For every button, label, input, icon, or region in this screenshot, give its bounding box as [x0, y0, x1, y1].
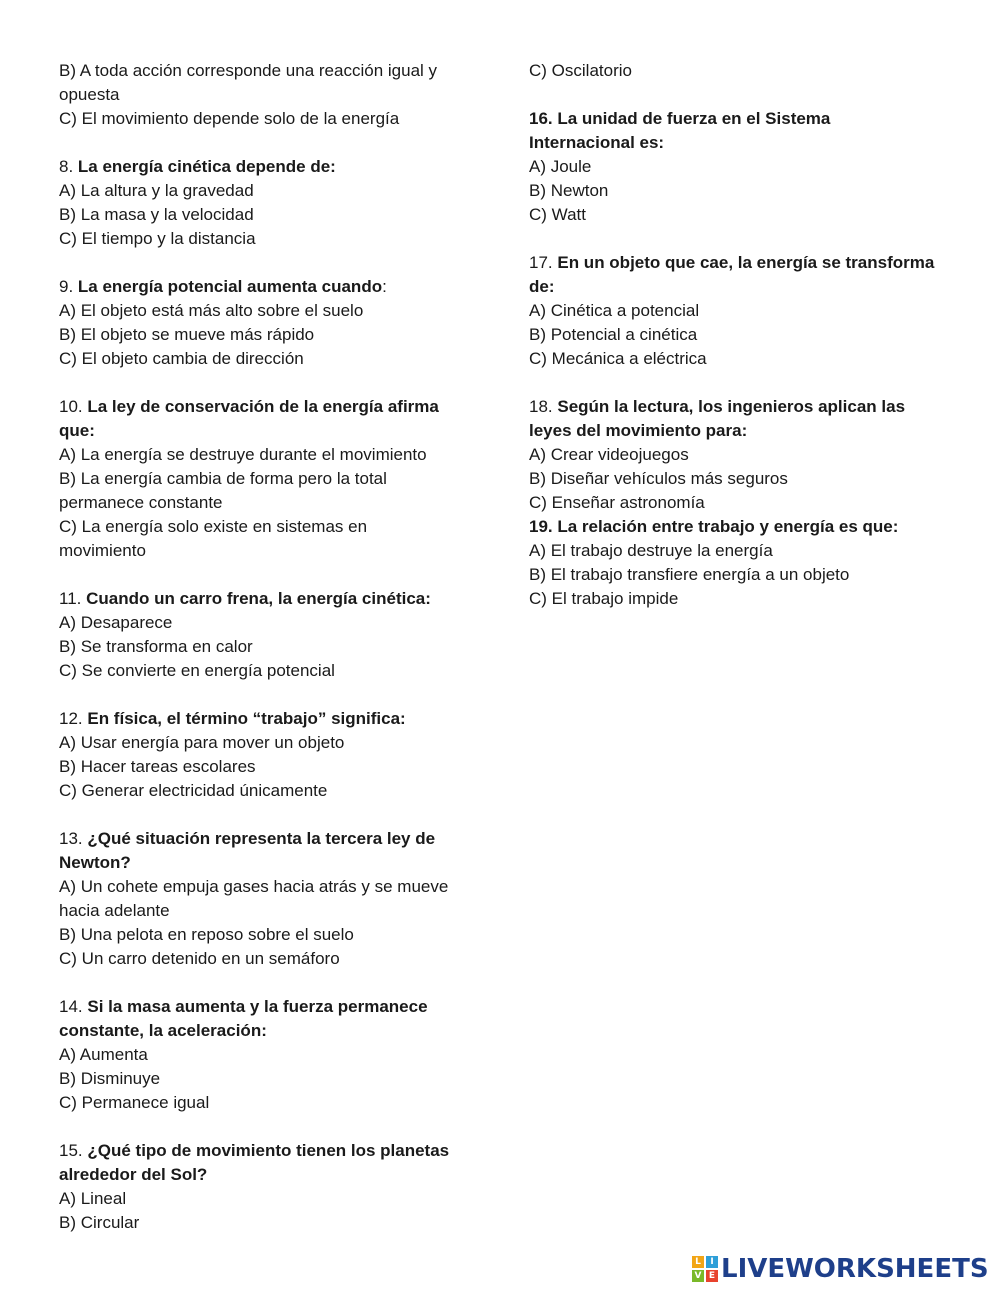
question-text: En física, el término “trabajo” significa: — [87, 709, 406, 728]
answer-option: B) El trabajo transfiere energía a un objeto — [529, 565, 850, 584]
answer-option: A) Lineal — [59, 1189, 127, 1208]
answer-option: C) Watt — [529, 205, 586, 224]
answer-option: A) El objeto está más alto sobre el suelo — [59, 301, 364, 320]
question-16: 16. La unidad de fuerza en el Sistema — [529, 109, 831, 128]
answer-option: A) Cinética a potencial — [529, 301, 700, 320]
question-19: 19. La relación entre trabajo y energía es que: — [529, 517, 899, 536]
answer-option: C) Se convierte en energía potencial — [59, 661, 335, 680]
question-text: Según la lectura, los ingenieros aplican las — [557, 397, 906, 416]
answer-option: C) El trabajo impide — [529, 589, 679, 608]
answer-option: B) La masa y la velocidad — [59, 205, 254, 224]
answer-option: A) Crear videojuegos — [529, 445, 689, 464]
question-8 — [59, 155, 469, 179]
answer-option: C) El movimiento depende solo de la energía — [59, 109, 400, 128]
answer-option-continued: hacia adelante — [59, 901, 170, 920]
answer-option: C) La energía solo existe en sistemas en — [59, 517, 368, 536]
question-text-continued: que: — [59, 421, 95, 440]
answer-option-continued: permanece constante — [59, 493, 223, 512]
question-10 — [59, 395, 469, 419]
answer-option: C) Enseñar astronomía — [529, 493, 705, 512]
answer-option: A) Usar energía para mover un objeto — [59, 733, 345, 752]
question-text: ¿Qué tipo de movimiento tienen los planetas — [87, 1141, 450, 1160]
logo-letter-e: E — [706, 1270, 718, 1282]
right-column — [529, 59, 949, 611]
question-text: Cuando un carro frena, la energía cinética: — [86, 589, 431, 608]
logo-mark — [692, 1256, 718, 1282]
answer-option: A) La altura y la gravedad — [59, 181, 254, 200]
answer-option: B) Circular — [59, 1213, 140, 1232]
question-text: La ley de conservación de la energía afirma — [87, 397, 439, 416]
answer-option: A) El trabajo destruye la energía — [529, 541, 773, 560]
answer-option: B) Se transforma en calor — [59, 637, 253, 656]
answer-option: B) La energía cambia de forma pero la total — [59, 469, 387, 488]
question-number: 14. — [59, 997, 88, 1016]
question-15 — [59, 1139, 469, 1163]
question-14 — [59, 995, 469, 1019]
answer-option: A) Desaparece — [59, 613, 173, 632]
answer-option: B) Potencial a cinética — [529, 325, 698, 344]
answer-option-continued: opuesta — [59, 85, 120, 104]
answer-option: C) El objeto cambia de dirección — [59, 349, 304, 368]
question-number: 8. — [59, 157, 78, 176]
question-text: En un objeto que cae, la energía se transforma — [557, 253, 935, 272]
answer-option: A) Aumenta — [59, 1045, 148, 1064]
answer-option: C) Permanece igual — [59, 1093, 210, 1112]
answer-option: B) El objeto se mueve más rápido — [59, 325, 315, 344]
question-text: Si la masa aumenta y la fuerza permanece — [87, 997, 428, 1016]
answer-option: B) Diseñar vehículos más seguros — [529, 469, 788, 488]
question-11 — [59, 587, 469, 611]
answer-option-continued: movimiento — [59, 541, 146, 560]
answer-option: B) Hacer tareas escolares — [59, 757, 256, 776]
answer-option: C) Oscilatorio — [529, 61, 632, 80]
answer-option: B) Una pelota en reposo sobre el suelo — [59, 925, 354, 944]
question-text: La energía potencial aumenta cuando — [77, 277, 383, 296]
logo-letter-v: V — [692, 1270, 704, 1282]
logo-letter-l: L — [692, 1256, 704, 1268]
answer-option: C) Un carro detenido en un semáforo — [59, 949, 340, 968]
question-number: 18. — [529, 397, 558, 416]
question-number: 13. — [59, 829, 88, 848]
question-9 — [59, 275, 469, 299]
answer-option: C) El tiempo y la distancia — [59, 229, 256, 248]
question-text: ¿Qué situación representa la tercera ley de — [87, 829, 436, 848]
question-text: La energía cinética depende de: — [77, 157, 336, 176]
question-text-continued: alrededor del Sol? — [59, 1165, 208, 1184]
answer-option: B) Newton — [529, 181, 609, 200]
answer-option: A) La energía se destruye durante el movimiento — [59, 445, 427, 464]
question-text-continued: Internacional es: — [529, 133, 665, 152]
question-17 — [529, 251, 949, 275]
question-13 — [59, 827, 469, 851]
answer-option: B) A toda acción corresponde una reacción igual y — [59, 61, 438, 80]
question-text-continued: leyes del movimiento para: — [529, 421, 748, 440]
question-text-continued: Newton? — [59, 853, 131, 872]
liveworksheets-logo[interactable] — [692, 1254, 989, 1284]
left-column — [59, 59, 469, 1235]
logo-text: LIVEWORKSHEETS — [721, 1254, 989, 1284]
answer-option: C) Generar electricidad únicamente — [59, 781, 328, 800]
logo-letter-i: I — [706, 1256, 718, 1268]
question-18 — [529, 395, 949, 419]
answer-option: A) Joule — [529, 157, 592, 176]
question-12 — [59, 707, 469, 731]
question-suffix: : — [382, 277, 387, 296]
answer-option: A) Un cohete empuja gases hacia atrás y se mueve — [59, 877, 449, 896]
question-number: 17. — [529, 253, 558, 272]
question-text-continued: constante, la aceleración: — [59, 1021, 267, 1040]
question-text-continued: de: — [529, 277, 555, 296]
question-number: 9. — [59, 277, 78, 296]
question-number: 12. — [59, 709, 88, 728]
answer-option: C) Mecánica a eléctrica — [529, 349, 707, 368]
question-number: 10. — [59, 397, 88, 416]
question-number: 11. — [59, 589, 87, 608]
answer-option: B) Disminuye — [59, 1069, 161, 1088]
question-number: 15. — [59, 1141, 88, 1160]
